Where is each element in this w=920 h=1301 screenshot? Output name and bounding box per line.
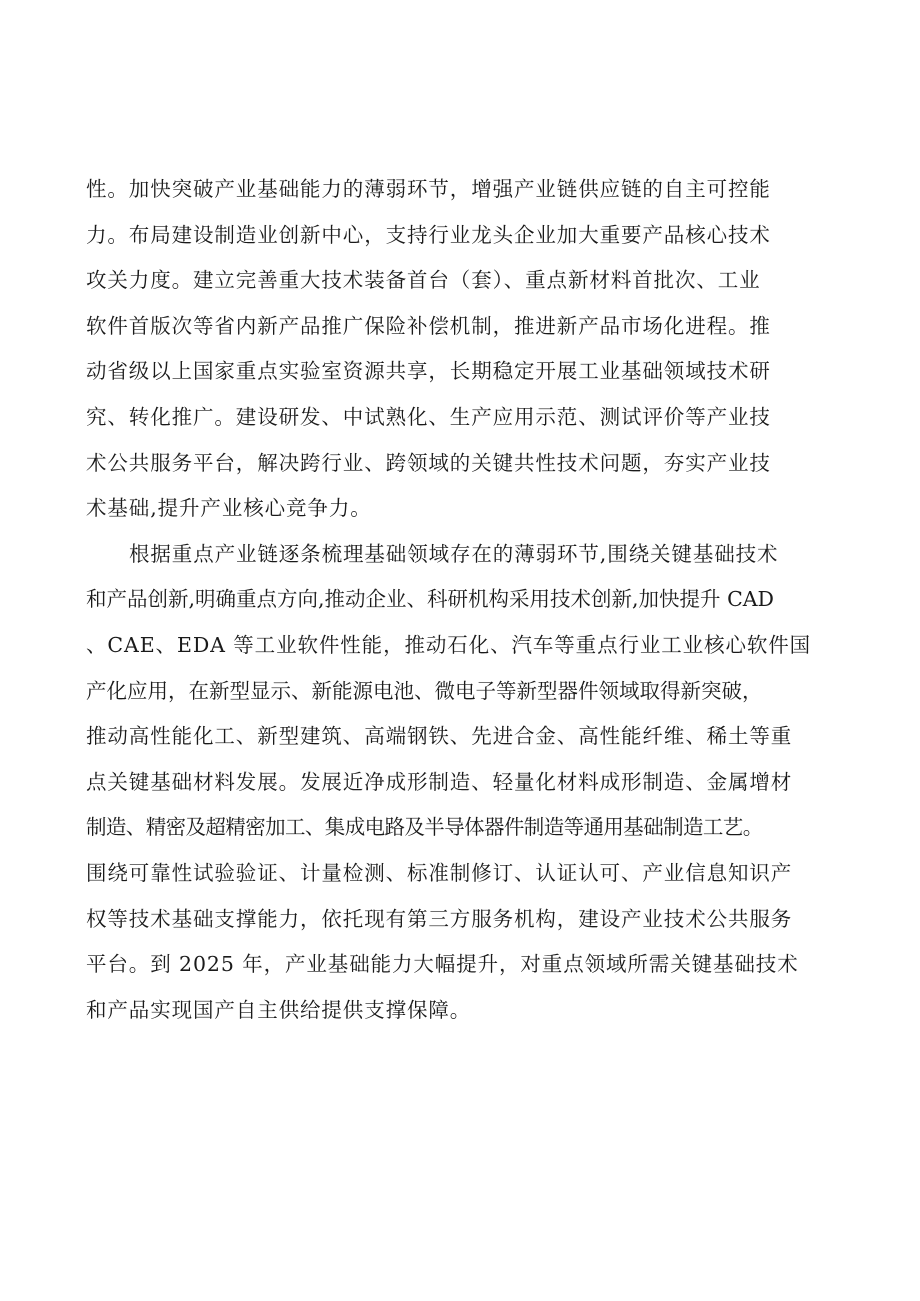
text-line: 性。加快突破产业基础能力的薄弱环节，增强产业链供应链的自主可控能 (86, 177, 771, 201)
text-line: 产化应用，在新型显示、新能源电池、微电子等新型器件领域取得新突破， (86, 678, 763, 703)
text-line: 究、转化推广。建设研发、中试熟化、生产应用示范、测试评价等产业技 (86, 404, 771, 429)
paragraph-industry-foundation (86, 532, 846, 1034)
text-line: 推动高性能化工、新型建筑、高端钢铁、先进合金、高性能纤维、稀土等重 (86, 724, 793, 749)
text-line: 、CAE、EDA 等工业软件性能，推动石化、汽车等重点行业工业核心软件国 (86, 632, 812, 657)
text-line: 围绕可靠性试验验证、计量检测、标准制修订、认证认可、产业信息知识产 (86, 860, 793, 885)
document-body (86, 167, 846, 1033)
paragraph-continuation (86, 167, 846, 532)
text-line: 术基础,提升产业核心竞争力。 (86, 496, 372, 521)
text-line: 权等技术基础支撑能力，依托现有第三方服务机构，建设产业技术公共服务 (86, 906, 793, 931)
text-line: 和产品创新,明确重点方向,推动企业、科研机构采用技术创新,加快提升 CAD (86, 587, 774, 612)
text-line: 根据重点产业链逐条梳理基础领域存在的薄弱环节,围绕关键基础技术 (129, 541, 779, 566)
text-line: 和产品实现国产自主供给提供支撑保障。 (86, 997, 472, 1022)
text-line: 软件首版次等省内新产品推广保险补偿机制，推进新产品市场化进程。推 (86, 313, 771, 338)
text-line: 力。布局建设制造业创新中心，支持行业龙头企业加大重要产品核心技术 (86, 222, 771, 247)
text-line: 点关键基础材料发展。发展近净成形制造、轻量化材料成形制造、金属增材 (86, 769, 793, 794)
text-line: 动省级以上国家重点实验室资源共享，长期稳定开展工业基础领域技术研 (86, 359, 771, 384)
text-line: 平台。到 2025 年，产业基础能力大幅提升，对重点领域所需关键基础技术 (86, 952, 799, 977)
text-line: 制造、精密及超精密加工、集成电路及半导体器件制造等通用基础制造工艺。 (86, 815, 763, 840)
text-line: 术公共服务平台，解决跨行业、跨领域的关键共性技术问题，夯实产业技 (86, 450, 771, 475)
text-line: 攻关力度。建立完善重大技术装备首台（套）、重点新材料首批次、工业 (86, 268, 761, 293)
